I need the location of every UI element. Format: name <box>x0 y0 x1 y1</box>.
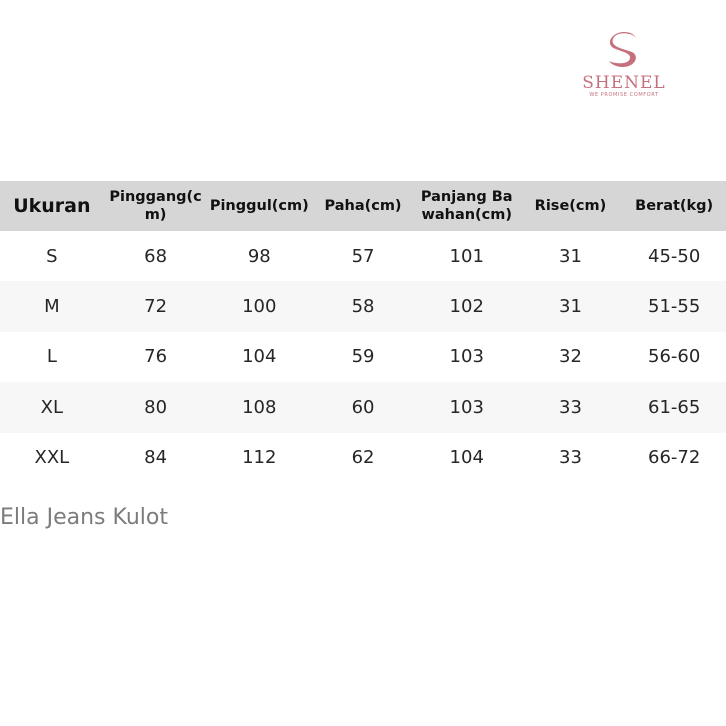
cell-length: 103 <box>449 396 484 418</box>
cell-hip: 108 <box>242 396 277 418</box>
table-row <box>0 332 726 382</box>
product-name-caption: Ella Jeans Kulot <box>0 505 168 530</box>
cell-length: 104 <box>449 447 484 469</box>
cell-rise: 31 <box>559 296 582 318</box>
table-row <box>0 433 726 483</box>
cell-hip: 100 <box>242 296 277 318</box>
table-row <box>0 231 726 281</box>
cell-hip: 112 <box>242 447 277 469</box>
header-hip: Pinggul(cm) <box>209 198 309 214</box>
cell-rise: 31 <box>559 245 582 267</box>
cell-waist: 72 <box>144 296 168 318</box>
cell-weight: 66-72 <box>648 447 701 469</box>
brand-name: SHENEL <box>582 73 666 93</box>
brand-logo <box>578 30 670 110</box>
cell-rise: 32 <box>559 346 582 368</box>
table-row <box>0 382 726 432</box>
cell-hip: 104 <box>242 346 277 368</box>
cell-weight: 45-50 <box>648 245 701 267</box>
header-rise: Rise(cm) <box>534 198 607 214</box>
cell-waist: 84 <box>144 447 168 469</box>
brand-s-logo-icon <box>602 30 646 70</box>
cell-size: S <box>46 245 58 267</box>
header-thigh: Paha(cm) <box>324 198 402 214</box>
cell-thigh: 58 <box>351 296 375 318</box>
cell-thigh: 60 <box>351 396 375 418</box>
header-length: Panjang Bawahan(cm) <box>420 189 513 223</box>
table-row <box>0 281 726 331</box>
header-waist: Pinggang(cm) <box>109 189 202 223</box>
cell-length: 103 <box>449 346 484 368</box>
header-weight: Berat(kg) <box>635 198 714 214</box>
cell-size: XXL <box>34 447 70 469</box>
cell-weight: 56-60 <box>648 346 701 368</box>
cell-length: 102 <box>449 296 484 318</box>
cell-size: L <box>46 346 57 368</box>
cell-rise: 33 <box>559 447 582 469</box>
table-header-row <box>0 181 726 231</box>
size-chart-table <box>0 181 726 483</box>
cell-size: XL <box>40 396 64 418</box>
cell-waist: 80 <box>144 396 168 418</box>
cell-thigh: 62 <box>351 447 375 469</box>
cell-waist: 68 <box>144 245 168 267</box>
header-size: Ukuran <box>13 197 91 215</box>
brand-tagline: WE PROMISE COMFORT <box>589 92 659 98</box>
cell-waist: 76 <box>144 346 168 368</box>
cell-weight: 51-55 <box>648 296 701 318</box>
cell-thigh: 59 <box>351 346 375 368</box>
cell-size: M <box>44 296 60 318</box>
cell-hip: 98 <box>247 245 271 267</box>
cell-length: 101 <box>449 245 484 267</box>
cell-thigh: 57 <box>351 245 375 267</box>
cell-weight: 61-65 <box>648 396 701 418</box>
cell-rise: 33 <box>559 396 582 418</box>
